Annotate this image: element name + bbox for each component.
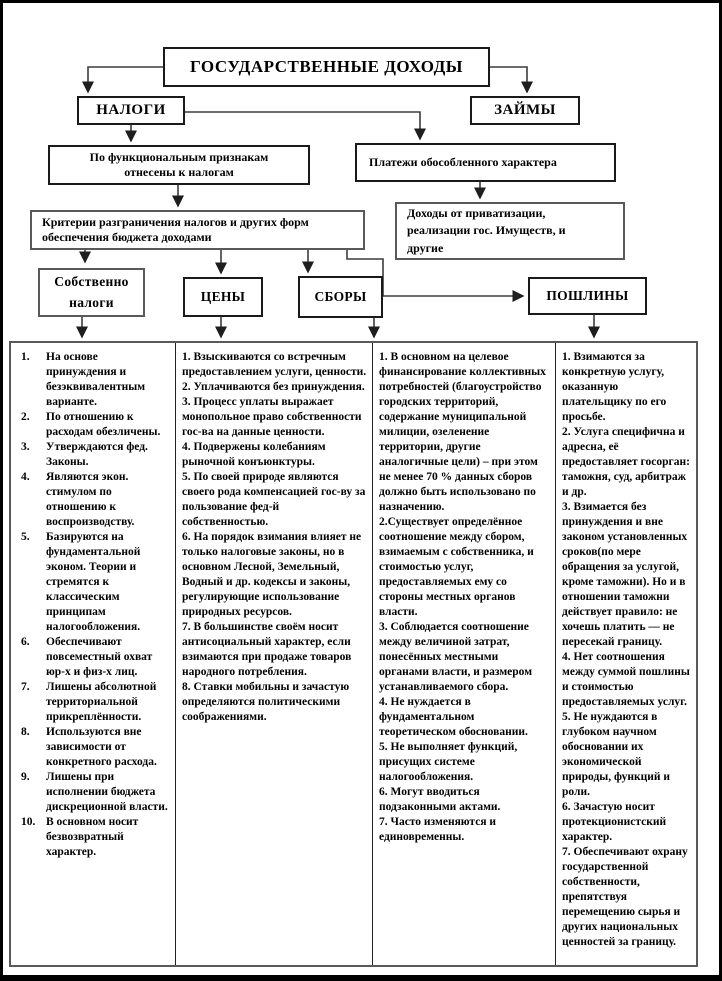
list-item xyxy=(19,350,170,410)
node-functional-line1: По функциональным признакам xyxy=(89,150,269,164)
list-item-text: В основном носит безвозвратный характер. xyxy=(46,816,139,858)
list-item xyxy=(19,815,170,860)
node-state-revenues-label: ГОСУДАРСТВЕННЫЕ ДОХОДЫ xyxy=(190,57,463,77)
list-item-number: 6. xyxy=(21,636,30,648)
node-privatization-line2: реализации гос. Имуществ, и xyxy=(407,223,566,238)
list-item-text: Лишены при исполнении бюджета дискреционной власти. xyxy=(46,771,168,813)
node-criteria-line2: обеспечения бюджета доходами xyxy=(42,230,212,244)
list-item: 5. По своей природе являются своего рода компенсацией гос-ву за пользование фед-й собственностью. xyxy=(182,471,366,528)
node-duties xyxy=(528,277,647,315)
node-taxes-label: НАЛОГИ xyxy=(96,102,166,119)
column-duties xyxy=(555,343,696,965)
list-item: 2. Услуга специфична и адресна, её предоставляет госорган: таможня, суд, арбитраж и др. xyxy=(562,426,690,498)
comparison-table xyxy=(9,341,698,967)
node-loans-label: ЗАЙМЫ xyxy=(494,102,556,119)
node-separate-payments-label: Платежи обособленного характера xyxy=(369,155,557,169)
node-fees-label: СБОРЫ xyxy=(314,288,367,304)
list-item-text: Являются экон. стимулом по отношению к воспроизводству. xyxy=(46,471,135,528)
list-item-number: 4. xyxy=(21,471,30,483)
list-item: 7. Обеспечивают охрану государственной собственности, препятствуя перемещению сырья и других национальных ценностей за границу. xyxy=(562,846,688,948)
list-item: 4. Нет соотношения между суммой пошлины и стоимостью предоставляемых услуг. xyxy=(562,651,690,708)
list-item: 7. Часто изменяются и единовременны. xyxy=(379,816,497,843)
node-proper-taxes xyxy=(38,268,145,317)
list-item-number: 5. xyxy=(21,531,30,543)
list-item-text: Базируются на фундаментальной эконом. Теории и стремятся к классическим принципам налогообложения. xyxy=(46,531,141,633)
list-item: 8. Ставки мобильны и зачастую определяются политическими соображениями. xyxy=(182,681,350,723)
list-item xyxy=(19,410,170,440)
list-item: 2.Существует определённое соотношение между сбором, взимаемым с собственника, и стоимостью услуг, предоставляемых ему со стороны местных органов власти. xyxy=(379,516,534,618)
node-state-revenues xyxy=(163,47,490,87)
list-item: 6. Могут вводиться подзаконными актами. xyxy=(379,786,501,813)
node-functional-signs xyxy=(48,145,310,185)
node-privatization-income xyxy=(395,202,625,260)
list-item-number: 8. xyxy=(21,726,30,738)
list-item-text: Лишены абсолютной территориальной прикреплённости. xyxy=(46,681,157,723)
list-item-number: 2. xyxy=(21,411,30,423)
list-item: 5. Не нуждаются в глубоком научном обосновании их экономической природы, функций и роли. xyxy=(562,711,671,798)
list-item xyxy=(19,440,170,470)
list-item-number: 7. xyxy=(21,681,30,693)
list-item: 3. Взимается без принуждения и вне законом установленных сроков(по мере обращения за услугой, кроме таможни). Но и в отношении таможни действует правило: не хочешь платить — не пересекай границу. xyxy=(562,501,688,648)
list-item: 6. Зачастую носит протекционистский характер. xyxy=(562,801,667,843)
list-item: 7. В большинстве своём носит антисоциальный характер, если взимаются при продаже товаров народного потребления. xyxy=(182,621,352,678)
column-proper-taxes xyxy=(11,343,175,965)
node-prices xyxy=(183,277,263,317)
list-item: 5. Не выполняет функций, присущих системе налогообложения. xyxy=(379,741,518,783)
list-item: 1. Взыскиваются со встречным предоставлением услуги, ценности. xyxy=(182,351,367,378)
list-item: 4. Подвержены колебаниям рыночной конъюнктуры. xyxy=(182,441,326,468)
node-criteria-line1: Критерии разграничения налогов и других форм xyxy=(42,215,309,229)
node-proper-taxes-line1: Собственно xyxy=(54,274,129,290)
list-item: 6. На порядок взимания влияет не только налоговые законы, но в основном Лесной, Земельный, Водный и др. кодексы и законы, регулирующие использование природных ресурсов. xyxy=(182,531,362,618)
node-fees xyxy=(298,276,383,318)
node-privatization-line1: Доходы от приватизации, xyxy=(407,205,546,220)
column-prices xyxy=(175,343,372,965)
list-item xyxy=(19,530,170,635)
list-item-text: Используются вне зависимости от конкретного расхода. xyxy=(46,726,157,768)
list-item: 1. В основном на целевое финансирование коллективных потребностей (благоустройство городских территорий, содержание муниципальной милиции, озеленение территории, другие аналогичные цели) – при этом не менее 70 % данных сборов должно быть использовано по назначению. xyxy=(379,351,546,513)
node-separate-payments xyxy=(355,143,616,182)
list-item xyxy=(19,770,170,815)
list-item-number: 9. xyxy=(21,771,30,783)
list-item-text: На основе принуждения и безэквивалентным варианте. xyxy=(46,351,146,408)
node-prices-label: ЦЕНЫ xyxy=(200,288,246,304)
list-item: 2. Уплачиваются без принуждения. xyxy=(182,381,365,393)
list-item: 4. Не нуждается в фундаментальном теоретическом обосновании. xyxy=(379,696,528,738)
list-item xyxy=(19,470,170,530)
list-item-text: Обеспечивают повсеместный охват юр-х и физ-х лиц. xyxy=(46,636,153,678)
list-item-number: 3. xyxy=(21,441,30,453)
node-criteria xyxy=(30,210,365,250)
list-item-number: 1. xyxy=(21,351,30,363)
node-duties-label: ПОШЛИНЫ xyxy=(546,287,629,303)
node-taxes xyxy=(77,96,185,125)
column-fees xyxy=(372,343,555,965)
list-item: 3. Процесс уплаты выражает монопольное право собственности гос-ва на данные ценности. xyxy=(182,396,362,438)
node-functional-line2: отнесены к налогам xyxy=(124,165,234,179)
node-proper-taxes-line2: налоги xyxy=(69,294,114,310)
list-item xyxy=(19,725,170,770)
list-item-text: По отношению к расходам обезличены. xyxy=(46,411,161,438)
node-privatization-line3: другие xyxy=(407,240,444,255)
list-item xyxy=(19,635,170,680)
node-loans xyxy=(470,96,580,125)
list-item: 3. Соблюдается соотношение между величиной затрат, понесённых местными органами власти, и размером устанавливаемого сбора. xyxy=(379,621,533,693)
list-item-text: Утверждаются фед. Законы. xyxy=(46,441,148,468)
list-item: 1. Взимаются за конкретную услугу, оказанную плательщику по его просьбе. xyxy=(562,351,667,423)
list-item xyxy=(19,680,170,725)
list-item-number: 10. xyxy=(21,816,36,828)
